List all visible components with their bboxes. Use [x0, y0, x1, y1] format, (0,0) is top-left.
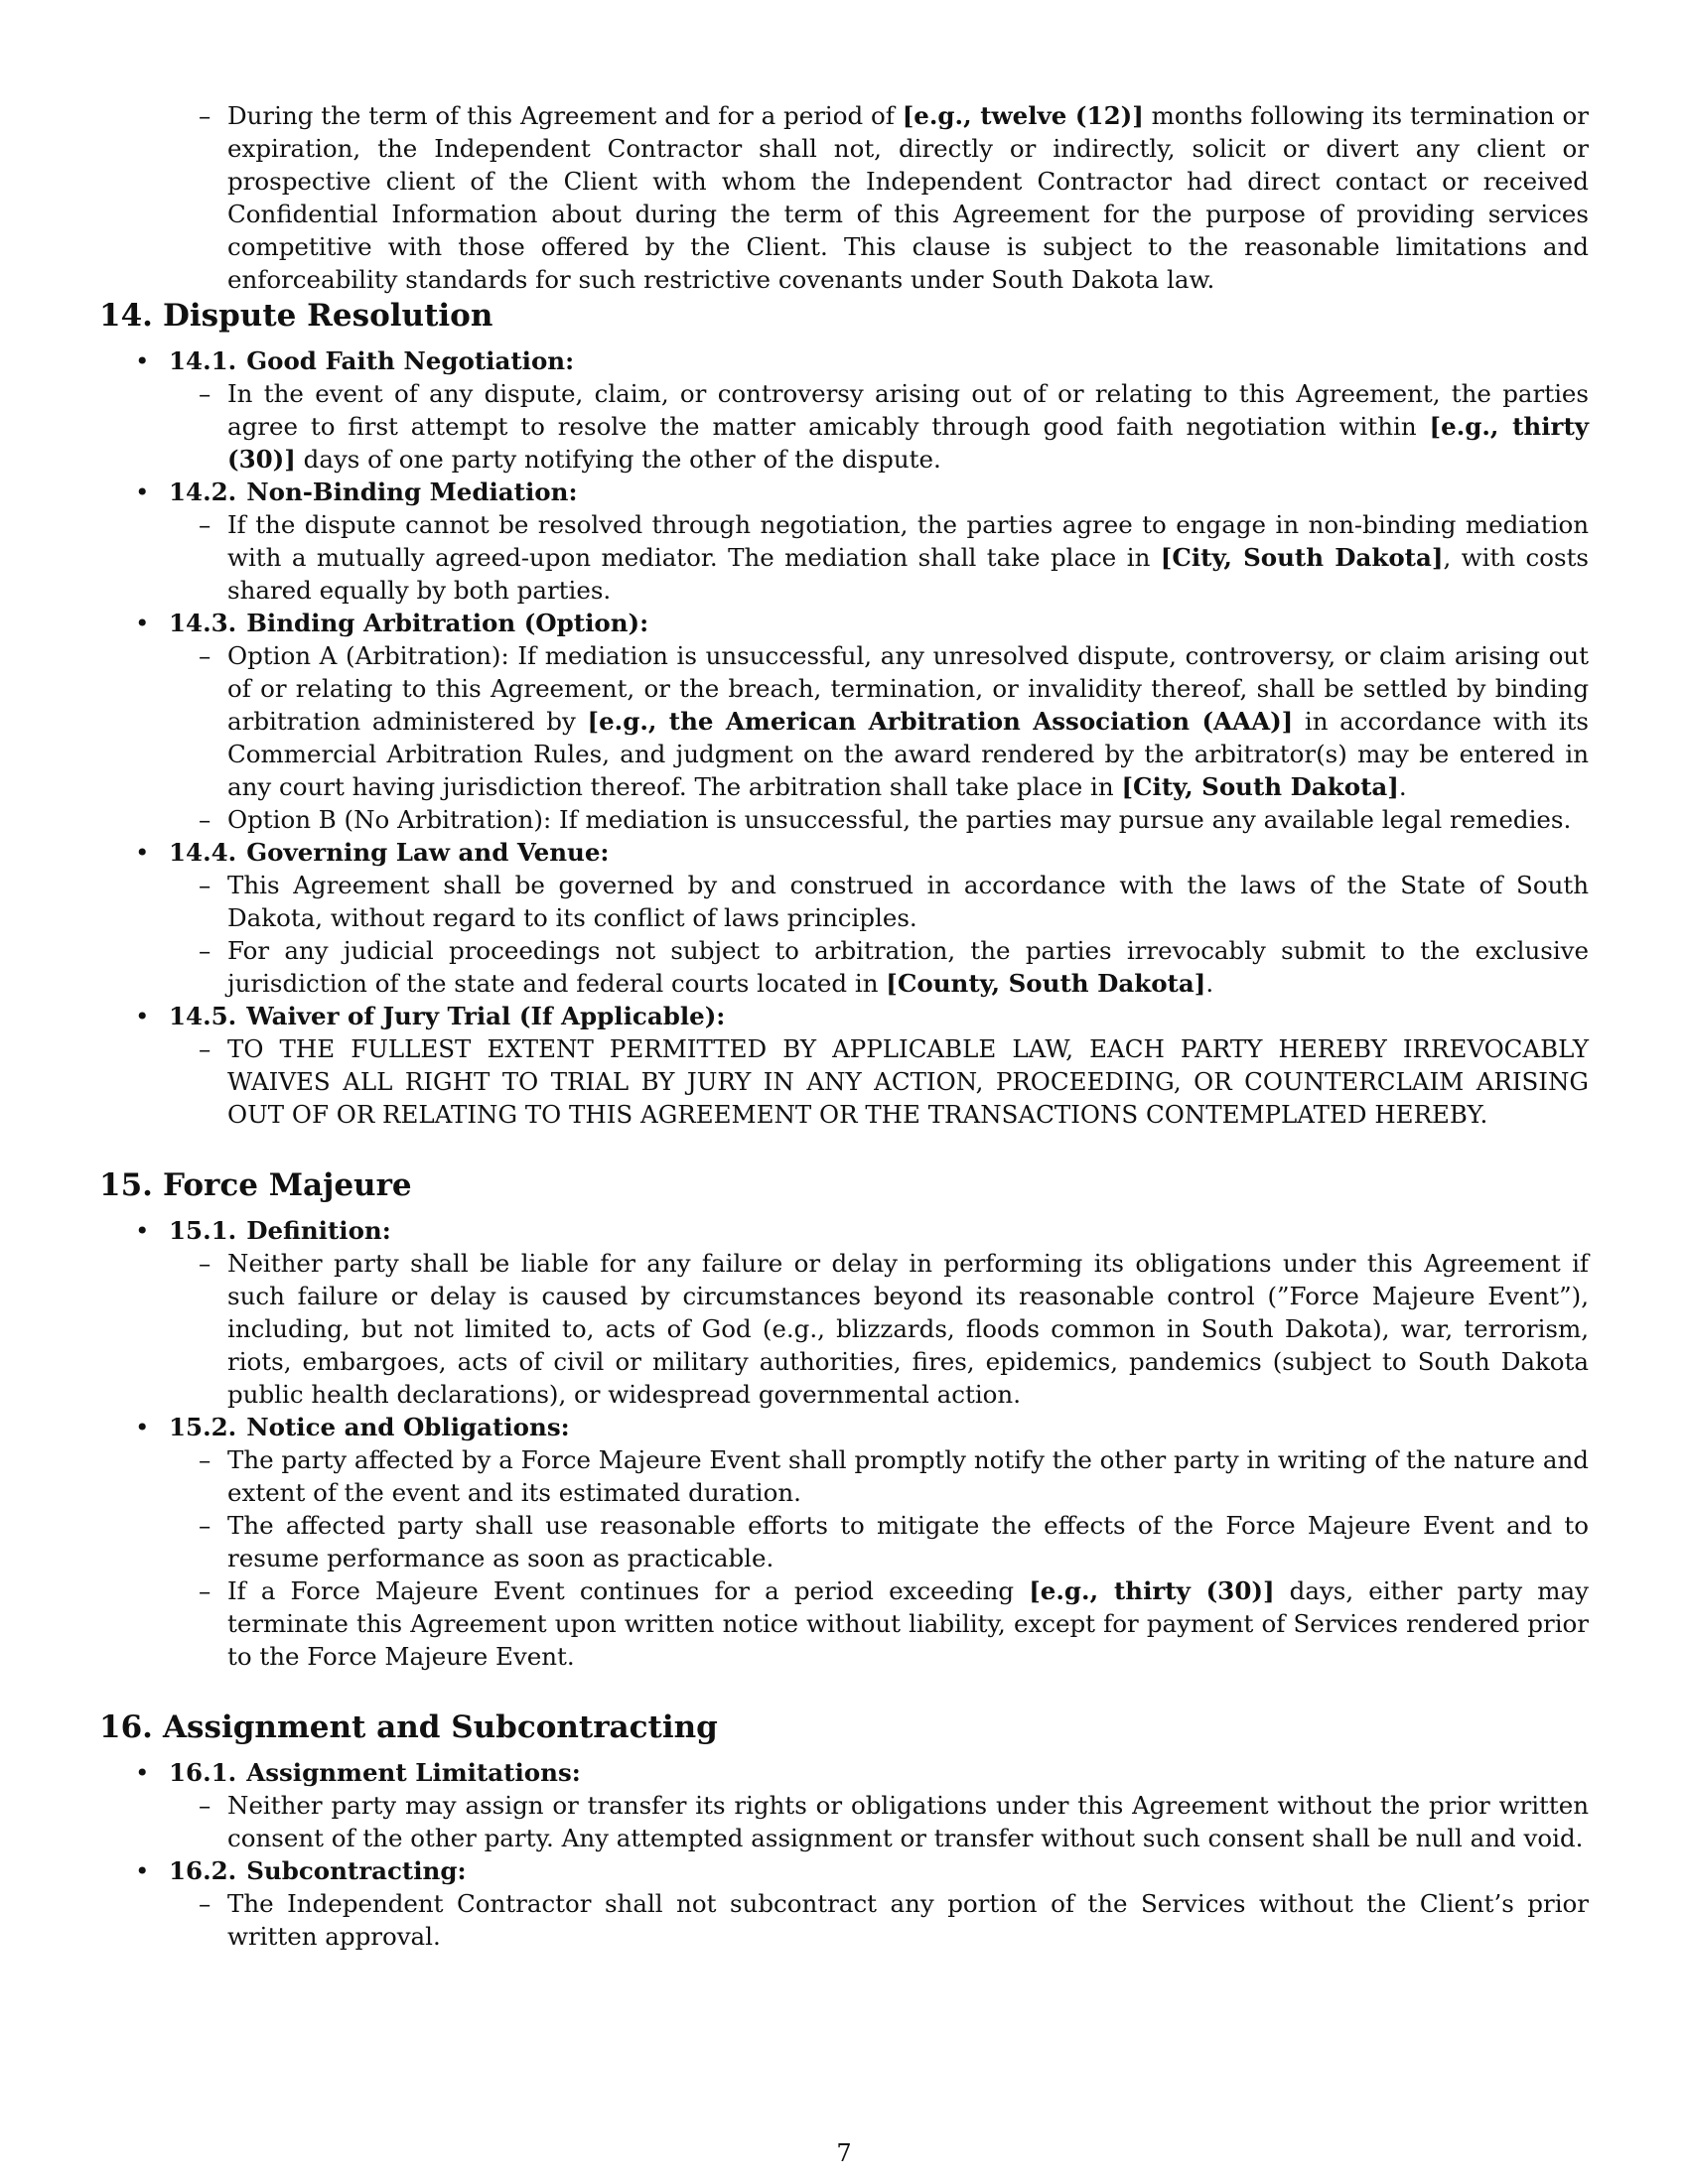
- item-number: 14.4.: [169, 838, 237, 867]
- clause-text: [227, 805, 1571, 834]
- bullet-marker: •: [135, 1758, 150, 1787]
- section-14: [99, 296, 1589, 1131]
- sub-clause: [99, 377, 1589, 476]
- item-number: 14.2.: [169, 478, 237, 506]
- dash-marker: –: [199, 1034, 211, 1063]
- text-run: Neither party shall be liable for any failure or delay in performing its obligations under this Agreement if such failure or delay is caused by circumstances beyond its reasonable control (”Force Majeure Event”), including, but not limited to, acts of God (e.g., blizzards, floods common in South Dakota), war, terrorism, riots, embargoes, acts of civil or military authorities, fires, epidemics, pandemics (subject to South Dakota public health declarations), or widespread governmental action.: [227, 1249, 1589, 1409]
- dash-marker: –: [199, 1889, 211, 1918]
- dash-marker: –: [199, 379, 211, 408]
- text-run: Option A (Arbitration): If mediation is unsuccessful, any unresolved dispute, controversy, or claim arising out of or relating to this Agreement, or the breach, termination, or invalidity thereof, shall be settled by binding arbitration administered by: [227, 641, 1589, 736]
- item-title: [169, 344, 1589, 377]
- item-number: 16.1.: [169, 1758, 237, 1787]
- placeholder-text: [e.g., thirty (30)]: [1029, 1576, 1275, 1605]
- bullet-marker: •: [135, 478, 150, 506]
- item-number: 16.2.: [169, 1856, 237, 1885]
- text-run: Neither party may assign or transfer its rights or obligations under this Agreement without the prior written consent of the other party. Any attempted assignment or transfer without such consent shall be null and void.: [227, 1791, 1589, 1852]
- bullet-marker: •: [135, 1856, 150, 1885]
- sub-clause: [99, 1247, 1589, 1411]
- item-title-text: Definition:: [246, 1216, 391, 1245]
- section-number: 16.: [99, 1709, 153, 1745]
- text-run: The party affected by a Force Majeure Event shall promptly notify the other party in writing of the nature and extent of the event and its estimated duration.: [227, 1445, 1589, 1507]
- sub-clause: [99, 1574, 1589, 1673]
- placeholder-text: [e.g., the American Arbitration Association (AAA)]: [587, 707, 1294, 736]
- sub-clause: [99, 1032, 1589, 1131]
- item-16-1: [99, 1756, 1589, 1789]
- section-number: 15.: [99, 1167, 153, 1203]
- text-run: The affected party shall use reasonable efforts to mitigate the effects of the Force Majeure Event and to resume performance as soon as practicable.: [227, 1511, 1589, 1572]
- dash-marker: –: [199, 101, 211, 130]
- dash-marker: –: [199, 1511, 211, 1540]
- clause-text: [227, 1889, 1589, 1951]
- text-run: TO THE FULLEST EXTENT PERMITTED BY APPLICABLE LAW, EACH PARTY HEREBY IRREVOCABLY WAIVES ALL RIGHT TO TRIAL BY JURY IN ANY ACTION, PROCEEDING, OR COUNTERCLAIM ARISING OUT OF OR RELATING TO THIS AGREEMENT OR THE TRANSACTIONS CONTEMPLATED HEREBY.: [227, 1034, 1589, 1129]
- text-run: .: [1398, 772, 1407, 801]
- section-heading: [99, 1165, 1589, 1205]
- item-14-3: [99, 607, 1589, 639]
- dash-marker: –: [199, 1576, 211, 1605]
- dash-marker: –: [199, 871, 211, 899]
- sub-clause: [99, 803, 1589, 836]
- page-number: 7: [836, 2139, 852, 2167]
- sections-container: [99, 296, 1589, 1953]
- item-14-1: [99, 344, 1589, 377]
- clause-text: [227, 1034, 1589, 1129]
- placeholder-text: [County, South Dakota]: [886, 969, 1206, 998]
- text-run: This Agreement shall be governed by and construed in accordance with the laws of the State of South Dakota, without regard to its conflict of laws principles.: [227, 871, 1589, 932]
- sub-clause: [99, 1789, 1589, 1854]
- sub-clause: [99, 508, 1589, 607]
- text-run: in accordance with its Commercial Arbitration Rules, and judgment on the award rendered by the arbitrator(s) may be entered in any court having jurisdiction thereof. The arbitration shall take place in: [227, 707, 1589, 801]
- clause-text: [227, 1576, 1589, 1671]
- item-title: [169, 1854, 1589, 1887]
- item-number: 15.1.: [169, 1216, 237, 1245]
- clause-text: [227, 871, 1589, 932]
- intro-clause: [99, 99, 1589, 296]
- item-15-1: [99, 1214, 1589, 1247]
- item-title-text: Governing Law and Venue:: [246, 838, 610, 867]
- text-run: days, either party may terminate this Agreement upon written notice without liability, except for payment of Services rendered prior to the Force Majeure Event.: [227, 1576, 1589, 1671]
- bullet-marker: •: [135, 1216, 150, 1245]
- item-title-text: Notice and Obligations:: [246, 1413, 570, 1441]
- item-title-text: Subcontracting:: [246, 1856, 467, 1885]
- item-title-text: Non-Binding Mediation:: [246, 478, 578, 506]
- section-title: Assignment and Subcontracting: [163, 1709, 718, 1745]
- section-16: [99, 1707, 1589, 1953]
- item-title: [169, 607, 1589, 639]
- clause-text: [227, 641, 1589, 801]
- clause-text: [227, 379, 1589, 474]
- item-14-2: [99, 476, 1589, 508]
- bullet-marker: •: [135, 1002, 150, 1030]
- text-run: If the dispute cannot be resolved through negotiation, the parties agree to engage in non-binding mediation with a mutually agreed-upon mediator. The mediation shall take place in: [227, 510, 1589, 572]
- text-run: For any judicial proceedings not subject to arbitration, the parties irrevocably submit to the exclusive jurisdiction of the state and federal courts located in: [227, 936, 1589, 998]
- bullet-marker: •: [135, 609, 150, 637]
- section-heading: [99, 1707, 1589, 1747]
- text-run: Option B (No Arbitration): If mediation is unsuccessful, the parties may pursue any available legal remedies.: [227, 805, 1572, 834]
- placeholder-text: [City, South Dakota]: [1121, 772, 1399, 801]
- section-15: [99, 1165, 1589, 1673]
- dash-marker: –: [199, 641, 211, 670]
- placeholder-text: [e.g., twelve (12)]: [902, 101, 1144, 130]
- item-number: 14.5.: [169, 1002, 237, 1030]
- clause-text: [227, 1511, 1589, 1572]
- item-title: [169, 1000, 1589, 1032]
- clause-text: [227, 1445, 1589, 1507]
- dash-marker: –: [199, 936, 211, 965]
- bullet-marker: •: [135, 838, 150, 867]
- item-number: 15.2.: [169, 1413, 237, 1441]
- clause-text: [227, 101, 1589, 294]
- item-title-text: Binding Arbitration (Option):: [246, 609, 649, 637]
- sub-clause: [99, 639, 1589, 803]
- dash-marker: –: [199, 510, 211, 539]
- item-number: 14.1.: [169, 346, 237, 375]
- section-heading: [99, 296, 1589, 336]
- dash-marker: –: [199, 1791, 211, 1820]
- section-title: Force Majeure: [163, 1167, 412, 1203]
- item-title: [169, 836, 1589, 869]
- item-title-text: Good Faith Negotiation:: [246, 346, 575, 375]
- sub-clause: [99, 1887, 1589, 1953]
- sub-clause: [99, 869, 1589, 934]
- dash-marker: –: [199, 805, 211, 834]
- item-title: [169, 1756, 1589, 1789]
- placeholder-text: [City, South Dakota]: [1160, 543, 1444, 572]
- item-number: 14.3.: [169, 609, 237, 637]
- item-14-4: [99, 836, 1589, 869]
- text-run: If a Force Majeure Event continues for a period exceeding: [227, 1576, 1030, 1605]
- item-title: [169, 476, 1589, 508]
- bullet-marker: •: [135, 1413, 150, 1441]
- section-title: Dispute Resolution: [163, 298, 493, 334]
- sub-clause: [99, 1509, 1589, 1574]
- clause-text: [227, 936, 1589, 998]
- clause-text: [227, 510, 1589, 605]
- text-run: days of one party notifying the other of the dispute.: [295, 445, 941, 474]
- item-title-text: Assignment Limitations:: [246, 1758, 581, 1787]
- section-number: 14.: [99, 298, 153, 334]
- text-run: In the event of any dispute, claim, or controversy arising out of or relating to this Agreement, the parties agree to first attempt to resolve the matter amicably through good faith negotiation within: [227, 379, 1589, 441]
- clause-text: [227, 1249, 1589, 1409]
- dash-marker: –: [199, 1249, 211, 1278]
- item-title: [169, 1214, 1589, 1247]
- item-title-text: Waiver of Jury Trial (If Applicable):: [246, 1002, 726, 1030]
- item-14-5: [99, 1000, 1589, 1032]
- item-title: [169, 1411, 1589, 1443]
- text-run: During the term of this Agreement and for a period of: [227, 101, 903, 130]
- bullet-marker: •: [135, 346, 150, 375]
- placeholder-text: [e.g., thirty (30)]: [227, 412, 1589, 474]
- text-run: months following its termination or expiration, the Independent Contractor shall not, directly or indirectly, solicit or divert any client or prospective client of the Client with whom the Independent Contractor had direct contact or received Confidential Information about during the term of this Agreement for the purpose of providing services competitive with those offered by the Client. This clause is subject to the reasonable limitations and enforceability standards for such restrictive covenants under South Dakota law.: [227, 101, 1589, 294]
- clause-text: [227, 1791, 1589, 1852]
- sub-clause: [99, 1443, 1589, 1509]
- document-page: [99, 99, 1589, 1953]
- text-run: , with costs shared equally by both parties.: [227, 543, 1589, 605]
- text-run: The Independent Contractor shall not subcontract any portion of the Services without the Client’s prior written approval.: [227, 1889, 1589, 1951]
- item-16-2: [99, 1854, 1589, 1887]
- sub-clause: [99, 934, 1589, 1000]
- dash-marker: –: [199, 1445, 211, 1474]
- text-run: .: [1205, 969, 1214, 998]
- item-15-2: [99, 1411, 1589, 1443]
